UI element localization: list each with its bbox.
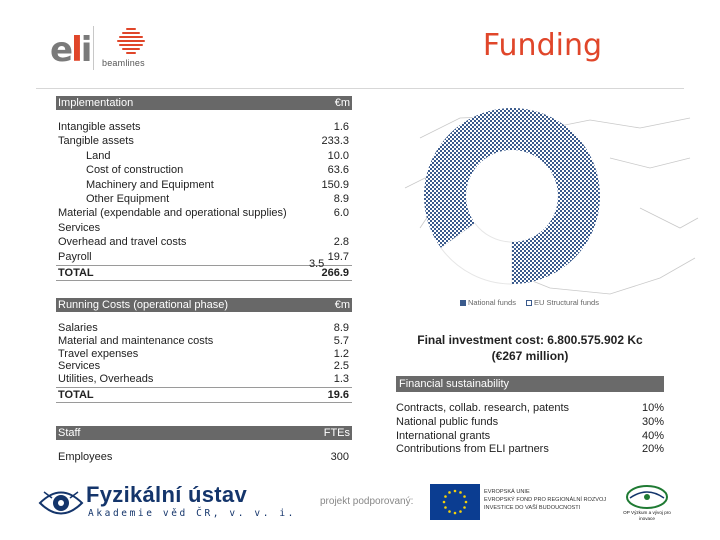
row-label: Utilities, Overheads — [58, 373, 154, 386]
row-label: Contracts, collab. research, patents — [396, 402, 570, 414]
row-label: Material (expendable and operational supplies) — [58, 207, 287, 220]
eu-text: EVROPSKÁ UNIE EVROPSKÝ FOND PRO REGIONÁLNÍ ROZVOJ INVESTICE DO VAŠÍ BUDOUCNOSTI — [484, 489, 607, 511]
sustainability-row — [396, 402, 664, 416]
eu-star — [463, 506, 466, 509]
row-value — [315, 221, 349, 235]
implementation-row — [56, 149, 352, 163]
implementation-rows — [56, 120, 352, 264]
sustainability-row — [396, 430, 664, 444]
row-label: Tangible assets — [58, 135, 134, 148]
row-label: Payroll — [58, 250, 92, 263]
row-value: 20% — [641, 443, 664, 456]
row-value: 1.3 — [333, 373, 349, 386]
row-label: National public funds — [396, 415, 499, 428]
op-logo-icon — [622, 484, 672, 510]
row-label: Other Equipment — [86, 193, 170, 206]
legend-eu: EU Structural funds — [526, 298, 599, 307]
row-label: Cost of construction — [86, 164, 184, 177]
implementation-row — [56, 221, 352, 235]
funding-donut-chart — [400, 98, 700, 308]
running-costs-row — [56, 373, 352, 386]
final-investment-cost: Final investment cost: 6.800.575.902 Kc (€267 million) — [417, 333, 643, 363]
row-value: 30% — [641, 415, 664, 428]
row-label: Machinery and Equipment — [86, 178, 214, 191]
logo-divider — [93, 26, 94, 70]
financial-sustainability-header: Financial sustainability — [396, 376, 664, 392]
row-label: Services — [58, 360, 101, 373]
eli-logo: eli — [50, 30, 91, 70]
row-value: 63.6 — [327, 164, 349, 177]
row-label: Travel expenses — [58, 347, 139, 360]
implementation-row — [56, 134, 352, 148]
row-value: 1.6 — [333, 121, 349, 133]
sustainability-row — [396, 443, 664, 457]
header-divider — [36, 88, 684, 89]
running-costs-rows — [56, 322, 352, 386]
implementation-table — [56, 96, 352, 281]
row-label: Land — [86, 149, 111, 162]
eu-star — [444, 506, 447, 509]
project-label: projekt podporovaný: — [320, 496, 414, 507]
stray-value: 3.5 — [309, 258, 325, 270]
fzu-logo: Fyzikální ústav Akademie věd ČR, v. v. i. — [38, 480, 298, 526]
beamlines-wordmark: beamlines — [102, 58, 145, 68]
row-value: 233.3 — [321, 135, 349, 148]
eu-star — [463, 495, 466, 498]
implementation-row — [56, 235, 352, 249]
row-label: Overhead and travel costs — [58, 236, 187, 249]
row-label: International grants — [396, 429, 491, 442]
running-costs-table — [56, 298, 352, 403]
row-value: 1.2 — [333, 347, 349, 360]
eu-star — [459, 491, 462, 494]
eu-star — [448, 491, 451, 494]
eu-flag-icon — [430, 484, 480, 520]
eu-star — [454, 490, 457, 493]
row-label: Contributions from ELI partners — [396, 443, 549, 456]
eu-star — [448, 510, 451, 513]
implementation-row — [56, 163, 352, 177]
staff-row: Employees 300 — [58, 451, 349, 463]
row-value: 19.7 — [327, 250, 349, 263]
eye-icon — [38, 484, 84, 522]
eu-star — [444, 495, 447, 498]
row-label: Salaries — [58, 322, 98, 334]
running-costs-header: Running Costs (operational phase) €m — [58, 299, 350, 311]
row-value: 10.0 — [327, 149, 349, 162]
eu-star — [459, 510, 462, 513]
running-costs-total-row: TOTAL 19.6 — [56, 387, 352, 403]
row-value: 10% — [641, 402, 664, 414]
row-value: 150.9 — [321, 178, 349, 191]
running-costs-row — [56, 360, 352, 373]
page-title: Funding — [482, 28, 602, 63]
implementation-row — [56, 206, 352, 220]
implementation-header: Implementation €m — [58, 97, 350, 109]
row-value: 8.9 — [333, 193, 349, 206]
eu-star — [454, 512, 457, 515]
beams-icon — [116, 28, 146, 56]
row-value: 2.8 — [333, 236, 349, 249]
implementation-total-row: TOTAL 266.9 — [56, 265, 352, 281]
eu-star — [465, 501, 468, 504]
chart-legend — [460, 298, 599, 307]
running-costs-row — [56, 335, 352, 348]
row-value: 5.7 — [333, 334, 349, 347]
row-label: Services — [58, 221, 101, 234]
implementation-row — [56, 178, 352, 192]
legend-national: National funds — [460, 298, 516, 307]
row-label: Material and maintenance costs — [58, 334, 214, 347]
implementation-row — [56, 250, 352, 264]
staff-header: Staff FTEs — [58, 427, 350, 439]
row-value: 8.9 — [333, 322, 349, 334]
running-costs-row — [56, 322, 352, 335]
eu-star — [443, 501, 446, 504]
row-value: 2.5 — [333, 360, 349, 373]
beamlines-logo — [102, 28, 158, 70]
row-value: 6.0 — [333, 207, 349, 220]
op-vavpi-logo: OP Výzkum a vývoj pro inovace — [622, 484, 672, 524]
financial-sustainability-table — [396, 376, 664, 457]
staff-table — [56, 426, 352, 464]
running-costs-row — [56, 348, 352, 361]
implementation-row — [56, 120, 352, 134]
row-label: Intangible assets — [58, 121, 141, 133]
row-value: 40% — [641, 429, 664, 442]
sustainability-row — [396, 416, 664, 430]
implementation-row — [56, 192, 352, 206]
